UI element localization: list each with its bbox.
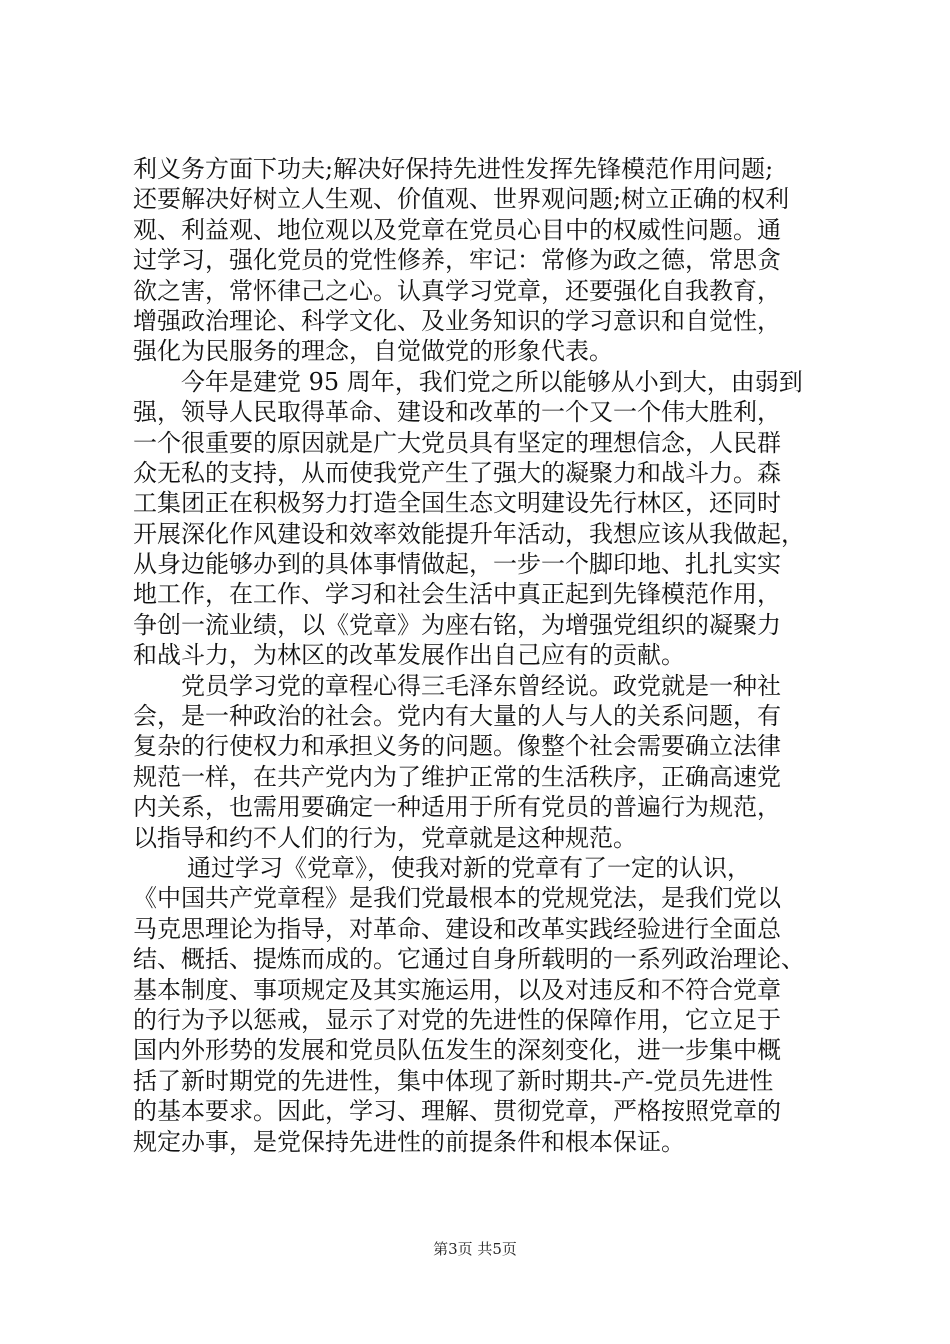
page-number-footer: 第3页 共5页 [433, 1240, 517, 1258]
text-line: 从身边能够办到的具体事情做起，一步一个脚印地、扎扎实实 [133, 550, 781, 579]
text-line: 规范一样，在共产党内为了维护正常的生活秩序，正确高速党 [133, 762, 781, 791]
text-line: 马克思理论为指导，对革命、建设和改革实践经验进行全面总 [133, 914, 781, 943]
text-line: 工集团正在积极努力打造全国生态文明建设先行林区，还同时 [133, 489, 781, 518]
text-line: 众无私的支持，从而使我党产生了强大的凝聚力和战斗力。森 [133, 458, 781, 487]
text-line: 利义务方面下功夫;解决好保持先进性发挥先锋模范作用问题; [133, 155, 774, 183]
text-line: 结、概括、提炼而成的。它通过自身所载明的一系列政治理论、 [133, 945, 805, 974]
text-line: 的基本要求。因此，学习、理解、贯彻党章，严格按照党章的 [133, 1097, 781, 1126]
text-line: 会，是一种政治的社会。党内有大量的人与人的关系问题，有 [133, 702, 781, 731]
text-line: 国内外形势的发展和党员队伍发生的深刻变化，进一步集中概 [133, 1036, 781, 1065]
text-line: 《中国共产党章程》是我们党最根本的党规党法，是我们党以 [133, 884, 781, 913]
paragraph-first-line: 党员学习党的章程心得三毛泽东曾经说。政党就是一种社 [181, 671, 781, 700]
text-line: 开展深化作风建设和效率效能提升年活动，我想应该从我做起， [133, 519, 805, 548]
text-line: 地工作，在工作、学习和社会生活中真正起到先锋模范作用， [133, 580, 781, 609]
text-line: 的行为予以惩戒，显示了对党的先进性的保障作用，它立足于 [133, 1005, 781, 1034]
text-line: 复杂的行使权力和承担义务的问题。像整个社会需要确立法律 [133, 732, 781, 761]
text-line: 强化为民服务的理念，自觉做党的形象代表。 [133, 337, 613, 366]
text-line: 规定办事，是党保持先进性的前提条件和根本保证。 [133, 1127, 685, 1156]
text-line: 一个很重要的原因就是广大党员具有坚定的理想信念，人民群 [133, 428, 781, 457]
text-line: 基本制度、事项规定及其实施运用，以及对违反和不符合党章 [133, 975, 781, 1004]
text-line: 欲之害，常怀律己之心。认真学习党章，还要强化自我教育， [133, 276, 781, 305]
text-line: 内关系，也需用要确定一种适用于所有党员的普遍行为规范， [133, 793, 781, 822]
text-line: 还要解决好树立人生观、价值观、世界观问题;树立正确的权利 [133, 185, 790, 214]
document-body [133, 154, 833, 1157]
text-line: 增强政治理论、科学文化、及业务知识的学习意识和自觉性， [133, 306, 781, 335]
text-line: 争创一流业绩，以《党章》为座右铭，为增强党组织的凝聚力 [133, 610, 781, 639]
text-line: 和战斗力，为林区的改革发展作出自己应有的贡献。 [133, 641, 685, 670]
paragraph-first-line: 今年是建党 95 周年，我们党之所以能够从小到大，由弱到 [181, 367, 803, 396]
text-line: 以指导和约不人们的行为，党章就是这种规范。 [133, 823, 637, 852]
text-line: 过学习，强化党员的党性修养，牢记：常修为政之德，常思贪 [133, 246, 781, 275]
text-line: 强，领导人民取得革命、建设和改革的一个又一个伟大胜利， [133, 398, 781, 427]
paragraph-first-line: 通过学习《党章》，使我对新的党章有了一定的认识， [187, 853, 751, 882]
text-line: 观、利益观、地位观以及党章在党员心目中的权威性问题。通 [133, 215, 781, 244]
text-line: 括了新时期党的先进性，集中体现了新时期共-产-党员先进性 [133, 1066, 774, 1095]
